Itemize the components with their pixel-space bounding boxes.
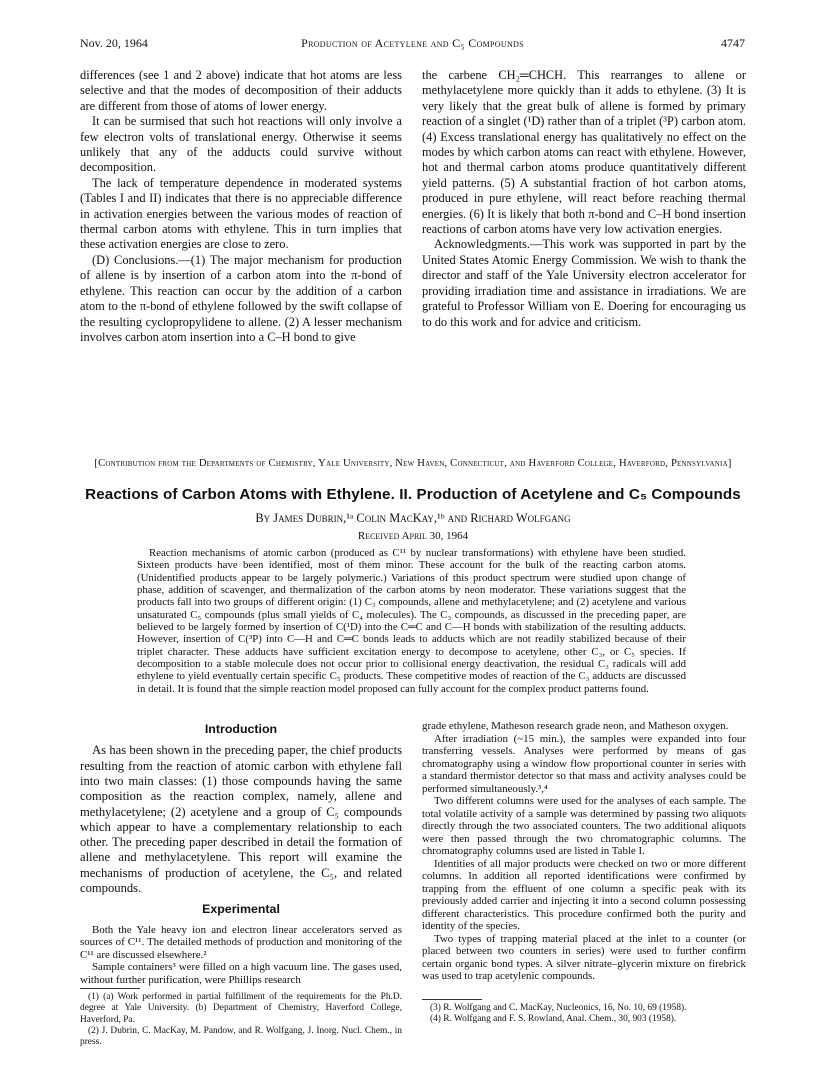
paragraph: Sample containers³ were filled on a high vacuum line. The gases used, without further purification, were Phillips research [80,961,402,986]
paragraph: Two different columns were used for the analyses of each sample. The total volatile activity of a sample was determined by passing two aliquots directly through the two associated counters. The two additional aliquots were then passed through the two chromatographic columns. The chromatography columns used are listed in Table I. [422,795,746,857]
section-heading-experimental: Experimental [202,902,280,917]
paragraph: Both the Yale heavy ion and electron linear accelerators served as sources of C¹¹. The detailed methods of production and monitoring of the C¹¹ are discussed elsewhere.² [80,923,402,961]
paragraph: After irradiation (~15 min.), the samples were expanded into four transferring vessels. Analyses were performed by means of gas chromatography using a window flow proportional counter in series with a standard thermistor detector so that mass and activity analyses could be performed simultaneously.³,⁴ [422,732,746,795]
abstract-text: Reaction mechanisms of atomic carbon (produced as C¹¹ by nuclear transformations) with ethylene have been studied. Sixteen products have been identified, most of them minor. These account for the bulk of the reacting carbon atoms. (Unidentified products appear to be largely polymeric.) Variations of this product spectrum were studied upon change of phase, addition of scavenger, and thermalization of the carbon atoms by neon moderator. These variations suggest that the products fall into two groups of different origin: (1) C₃ compounds, allene and methylacetylene; and (2) acetylene and various unsaturated C₅ compounds (plus small yields of C₄ molecules). The C₃ compounds, as discussed in the preceding paper, are believed to be largely formed by insertion of C(¹D) into the C═C and C—H bonds with stabilization of the resulting adducts. However, insertion of C(³P) into C—H and C═C bonds leads to adducts which are not readily stabilized because of their triplet character. These adducts have sufficient excitation energy to decompose to acetylene, other C₃, or C₅ species. If decomposition to a stable molecule does not occur prior to collisional energy deactivation, the residual C₃ radicals will add ethylene to yield eventually certain specific C₅ products. These competitive modes of reaction of the C₃ adducts are discussed in detail. It is found that the simple reaction model proposed can fully account for the complex product patterns found. [137,547,686,695]
acknowledgments: Acknowledgments.—This work was supported in part by the United States Atomic Energy Commission. We wish to thank the director and staff of the Yale University electron accelerator for providing irradiation time and assistance in irradiations. We are grateful to Professor William von E. Doering for encouraging us to do this work and for advice and criticism. [422,237,746,329]
paragraph: The lack of temperature dependence in moderated systems (Tables I and II) indicates that there is no appreciable difference in activation energies between the various modes of reaction of thermal carbon atoms with ethylene. This in turn implies that these activation energies are close to zero. [80,175,402,252]
introduction-text: As has been shown in the preceding paper, the chief products resulting from the reaction of atomic carbon with ethylene fall into two main classes: (1) those compounds having the same composition as the reaction complex, namely, allene and methylacetylene; (2) acetylene and a group of C₅ compounds which appear to have a complementary relationship to each other. The preceding paper described in detail the formation of allene and methylacetylene. This report will examine the mechanisms of production of acetylene, the C₅, and related compounds. [80,743,402,896]
article-authors: By James Dubrin,¹ᵃ Colin MacKay,¹ᵇ and Richard Wolfgang [255,511,571,525]
running-header [80,36,745,54]
footnote: (1) (a) Work performed in partial fulfillment of the requirements for the Ph.D. degree at Yale University. (b) Department of Chemistry, Haverford College, Haverford, Pa. [80,992,402,1025]
paragraph: the carbene CH₂═CHCH. This rearranges to allene or methylacetylene more quickly than it adds to ethylene. (3) It is very likely that the great bulk of allene is formed by primary reaction of a singlet (¹D) rather than of a triplet (³P) carbon atom. (4) Excess translational energy has qualitatively no effect on the modes by which carbon atoms can react with ethylene. However, hot and thermal carbon atoms produce quantitatively different yield patterns. (5) A substantial fraction of hot carbon atoms, produced in pure ethylene, will react before reaching thermal energies. (6) It is likely that both π-bond and C–H bond insertion reactions of carbon atoms have very low activation energies. [422,68,746,237]
paragraph: (D) Conclusions.—(1) The major mechanism for production of allene is by insertion of a carbon atom into the π-bond of ethylene. This reaction can occur by the addition of a carbon atom to the π-bond of ethylene followed by the swift collapse of the resulting cyclopropylidene to allene. (2) A lesser mechanism involves carbon atom insertion into a C–H bond to give [80,252,402,344]
section-heading-introduction: Introduction [204,722,278,736]
footnote-divider [80,988,140,989]
header-page-number: 4747 [721,36,745,50]
abstract [137,547,686,695]
paragraph: Two types of trapping material placed at the inlet to a counter (or placed between two counters in series) were used to further confirm certain organic bond types. A silver nitrate–glycerin mixture on firebrick was used to trap acetylenic compounds. [422,932,746,982]
received-date: Received April 30, 1964 [357,530,469,542]
footnote: (4) R. Wolfgang and F. S. Rowland, Anal. Chem., 30, 903 (1958). [430,1013,677,1024]
prev-article-right-column [422,68,746,330]
article-left-column [80,722,402,1048]
footnote: (3) R. Wolfgang and C. MacKay, Nucleonics, 16, No. 10, 69 (1958). [430,1002,687,1013]
contribution-line: [Contribution from the Departments of Chemistry, Yale University, New Haven, Connecticut, and Haverford College, Haverford, Pennsylvania] [94,458,732,469]
paragraph: It can be surmised that such hot reactions will only involve a few electron volts of translational energy. Otherwise it seems unlikely that any of the adducts could survive without decomposition. [80,114,402,175]
prev-article-left-column [80,68,402,345]
footnote-divider [422,999,482,1000]
paragraph: Identities of all major products were checked on two or more different columns. In addition all reported identifications were confirmed by trapping from the effluent of one column a specific peak with its previously added carrier and injecting it into a second column possessing different characteristics. This procedure confirmed both the purity and identity of the species. [422,857,746,932]
paragraph: grade ethylene, Matheson research grade neon, and Matheson oxygen. [422,720,729,732]
header-date: Nov. 20, 1964 [80,36,148,50]
paragraph: differences (see 1 and 2 above) indicate that hot atoms are less selective and that the modes of decomposition of their adducts are different from those of atoms of lower energy. [80,68,402,113]
footnote: (2) J. Dubrin, C. MacKay, M. Pandow, and R. Wolfgang, J. Inorg. Nucl. Chem., in press. [80,1025,402,1048]
article-right-column [422,720,746,1025]
article-title: Reactions of Carbon Atoms with Ethylene. II. Production of Acetylene and C₅ Compounds [85,486,741,503]
header-running-title: Production of Acetylene and C₅ Compounds [301,36,524,50]
